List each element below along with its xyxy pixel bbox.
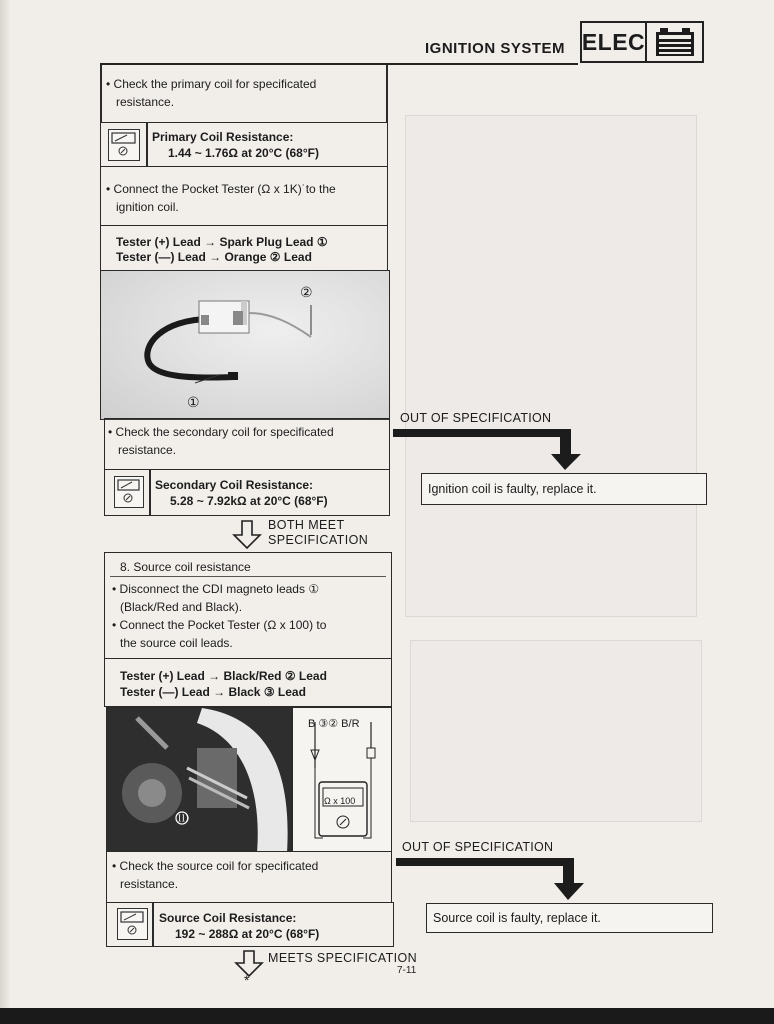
source-coil-faulty-box: Source coil is faulty, replace it. (426, 903, 713, 933)
secondary-spec-title: Secondary Coil Resistance: (155, 478, 314, 492)
diagram-meter-scale: Ω x 100 (324, 796, 356, 806)
tester-icon (114, 476, 144, 508)
connect-tester-text: • Connect the Pocket Tester (Ω x 1K)˙to the ignition coil. (106, 182, 336, 214)
flow-left-rule (100, 65, 102, 123)
down-arrow-icon (232, 520, 262, 550)
tester-icon (108, 129, 140, 161)
bleed-through-box (410, 640, 702, 822)
page-number: 7-11 (397, 965, 417, 976)
primary-check-text: • Check the primary coil for specificated resistance. (106, 77, 317, 109)
magneto-photo (106, 707, 292, 852)
out-of-spec-label-1: OUT OF SPECIFICATION (400, 411, 552, 425)
photo2-callout: ⑪ (175, 811, 189, 826)
battery-icon (647, 21, 704, 63)
photo1-callout-2: ② (300, 284, 313, 300)
lead-plus-2: Tester (+) Lead → Black/Red ② Lead (120, 669, 327, 683)
source-heading-rule (110, 576, 386, 577)
lead-plus-1: Tester (+) Lead → Spark Plug Lead ① (116, 235, 328, 249)
bleed-through-box (405, 115, 697, 617)
source-check-text: • Check the source coil for specificated resistance. (112, 859, 319, 891)
source-spec-value: 192 ~ 288Ω at 20°C (68°F) (175, 927, 320, 941)
ignition-coil-faulty-box: Ignition coil is faulty, replace it. (421, 473, 707, 505)
meets-spec-label: MEETS SPECIFICATION (268, 951, 418, 965)
source-heading: 8. Source coil resistance (120, 560, 251, 574)
header-rule (100, 63, 578, 65)
out-of-spec-arrow-1 (393, 426, 583, 472)
source-spec-divider (152, 902, 154, 947)
primary-spec-value: 1.44 ~ 1.76Ω at 20°C (68°F) (168, 146, 319, 160)
elec-badge: ELEC (580, 21, 647, 63)
tester-icon (117, 908, 148, 940)
source-steps: • Disconnect the CDI magneto leads ① (Black/Red and Black). • Connect the Pocket Tester (Ω x 100) to the source coil leads. (112, 582, 327, 650)
secondary-spec-value: 5.28 ~ 7.92kΩ at 20°C (68°F) (170, 494, 328, 508)
scan-bottom-strip (0, 1008, 774, 1024)
both-meet-label: BOTH MEET SPECIFICATION (268, 518, 369, 547)
out-of-spec-label-2: OUT OF SPECIFICATION (402, 840, 554, 854)
secondary-spec-divider (149, 469, 151, 516)
secondary-check-text: • Check the secondary coil for specificated resistance. (108, 425, 334, 457)
diagram-lead-labels: B ③② B/R (308, 718, 360, 730)
source-spec-title: Source Coil Resistance: (159, 911, 297, 925)
out-of-spec-arrow-2 (396, 854, 586, 902)
ignition-coil-photo (100, 270, 390, 420)
section-title: IGNITION SYSTEM (425, 40, 566, 57)
continue-asterisk: * (244, 972, 250, 988)
page-edge-shadow (0, 0, 10, 1024)
lead-minus-1: Tester (—) Lead → Orange ② Lead (116, 250, 312, 264)
primary-spec-title: Primary Coil Resistance: (152, 130, 294, 144)
lead-minus-2: Tester (—) Lead → Black ③ Lead (120, 685, 306, 699)
flow-right-rule (386, 65, 388, 123)
primary-spec-divider (146, 122, 148, 167)
photo1-callout-1: ① (187, 394, 200, 410)
